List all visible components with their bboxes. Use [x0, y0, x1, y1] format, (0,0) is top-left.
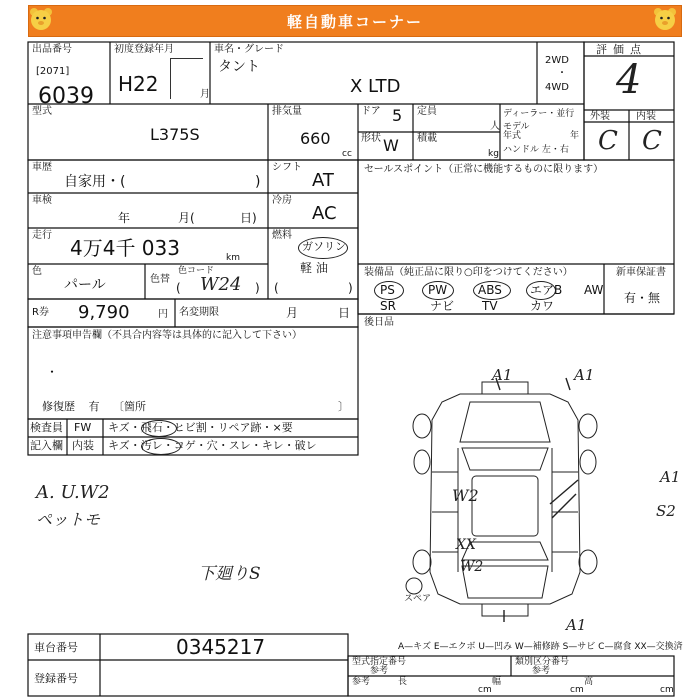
history-value: 自家用・(: [64, 174, 126, 190]
mileage-label: 走行: [32, 230, 52, 241]
interior-items-label: 内装: [72, 439, 94, 452]
doors-value: 5: [392, 106, 403, 125]
dealer-year-label: 年式: [503, 131, 522, 141]
mark-xx: XX: [456, 537, 476, 553]
history-label: 車歴: [32, 162, 52, 173]
spare-label: スペア: [404, 594, 432, 604]
notes-dot: ・: [46, 365, 59, 379]
abs-circle-mark: [473, 281, 511, 300]
chassis-value: 0345217: [176, 635, 266, 659]
fuel-paren-close: ): [348, 281, 353, 295]
mark-a1-right: A1: [660, 468, 681, 486]
equipment-sr: SR: [380, 299, 396, 313]
registration-month-box: [170, 58, 203, 99]
handwritten-note-2: ペットモ: [36, 510, 101, 529]
equipment-airbag: エアB: [530, 283, 563, 297]
car-damage-diagram: [400, 372, 610, 628]
inspection-label: 車検: [32, 195, 52, 206]
dims-height-unit: cm: [660, 685, 674, 695]
ext-circle-mark: [141, 420, 177, 437]
reg-number-label: 登録番号: [34, 672, 78, 685]
color-label: 色: [32, 266, 42, 277]
type-cert-label: 型式指定番号: [352, 657, 407, 667]
dealer-model-label: モデル: [503, 122, 530, 132]
after-market-label: 後日品: [364, 317, 394, 328]
mark-a1-rear: A1: [566, 616, 587, 634]
color-code-label: 色コード: [178, 266, 215, 276]
equipment-tv: TV: [482, 299, 498, 313]
airbag-circle-mark: [526, 281, 556, 300]
name-change-month: 月: [286, 306, 299, 320]
recycle-value: 9,790: [78, 302, 130, 323]
lot-number: 6039: [38, 84, 94, 109]
dealer-year-unit: 年: [570, 131, 580, 141]
fuel-gas-circle: [298, 237, 348, 259]
fuel-diesel: 軽 油: [300, 261, 328, 275]
displacement-unit: cc: [342, 149, 352, 159]
color-paren-open: (: [176, 281, 181, 295]
class-num-sub: 参考: [532, 666, 551, 676]
exterior-label: 外装: [590, 111, 610, 122]
dims-length-label: 長: [398, 677, 408, 687]
equipment-pw: PW: [428, 283, 448, 297]
repair-history: 修復歴 有 〔箇所: [42, 400, 146, 413]
int-circle-mark: [141, 438, 181, 455]
model-value: L375S: [150, 125, 200, 144]
lot-label: 出品番号: [32, 44, 72, 55]
color-code: W24: [200, 274, 242, 295]
warranty-value: 有・無: [624, 291, 661, 305]
drive-4wd: 4WD: [545, 82, 569, 93]
car-name: タント: [218, 59, 260, 75]
shift-label: シフト: [272, 162, 302, 173]
dims-height-label: 高: [584, 677, 594, 687]
capacity-unit: 人: [490, 121, 500, 132]
displacement-label: 排気量: [272, 106, 302, 117]
doors-label: ドア: [361, 106, 381, 117]
mark-a1-front-right: A1: [574, 366, 595, 384]
dims-length-unit: cm: [478, 685, 492, 695]
interior-items: キズ・汚レ・コゲ・穴・スレ・キレ・破レ: [108, 439, 317, 452]
color-value: パール: [64, 277, 106, 293]
handwritten-note-1: A. U.W2: [36, 482, 110, 503]
fuel-paren-open: (: [274, 281, 279, 295]
header-title: 軽自動車コーナー: [286, 13, 423, 31]
equipment-ps: PS: [380, 283, 395, 297]
exterior-score: C: [598, 126, 618, 156]
inspection-day: 日): [240, 211, 257, 225]
diagram-legend: A—キズ E—エクボ U—凹み W—補修跡 S—サビ C—腐食 XX—交換済: [398, 642, 683, 652]
fuel-label: 燃料: [272, 230, 292, 241]
interior-label: 内装: [636, 111, 656, 122]
recycle-label: R券: [32, 307, 49, 318]
color-change-label: 色替: [150, 274, 170, 285]
dims-sub: 参考: [352, 677, 371, 687]
interior-score: C: [642, 126, 662, 156]
mileage-unit: km: [226, 253, 240, 263]
fuel-gas: ガソリン: [302, 240, 346, 253]
car-label: 車名・グレード: [214, 44, 284, 55]
inspector-label: 検査員: [30, 421, 63, 434]
load-unit: kg: [488, 149, 499, 159]
score-value: 4: [616, 57, 642, 103]
inspector-fw: FW: [74, 421, 92, 434]
dealer-label: ディーラー・並行: [503, 109, 575, 119]
inspector-ext-items: キズ・飛石・ヒビ割・リペア跡・×要: [108, 421, 293, 434]
warranty-label: 新車保証書: [616, 267, 666, 278]
score-label: 評価点: [596, 43, 647, 56]
chassis-label: 車台番号: [34, 641, 78, 654]
equipment-abs: ABS: [478, 283, 502, 297]
registration-year: H22: [118, 72, 159, 96]
body-shape-label: 形状: [361, 133, 381, 144]
sales-point-label: セールスポイント（正常に機能するものに限ります）: [364, 164, 604, 175]
load-label: 積載: [417, 133, 437, 144]
car-grade: X LTD: [350, 76, 401, 97]
color-paren-close: ): [255, 281, 260, 295]
record-label: 記入欄: [30, 439, 63, 452]
equipment-label: 装備品（純正品に限り○印をつけてください）: [364, 267, 573, 278]
history-close: ): [255, 174, 261, 190]
registration-month-unit: 月: [200, 89, 210, 100]
mark-w2-lower: W2: [460, 559, 484, 575]
dims-width-label: 幅: [492, 677, 502, 687]
inspection-year: 年: [118, 211, 131, 225]
mileage-value: 4万4千 033: [70, 236, 180, 260]
model-label: 型式: [32, 106, 52, 117]
class-num-label: 類別区分番号: [515, 657, 570, 667]
dims-width-unit: cm: [570, 685, 584, 695]
repair-history-close: 〕: [338, 400, 349, 413]
equipment-leather: カワ: [530, 299, 555, 313]
pw-circle-mark: [422, 281, 454, 300]
mark-s2-right: S2: [656, 502, 676, 520]
handwritten-note-3: 下廻りS: [198, 564, 261, 584]
capacity-label: 定員: [417, 106, 437, 117]
mark-a1-front-left: A1: [492, 366, 513, 384]
registration-label: 初度登録年月: [114, 44, 174, 55]
recycle-unit: 円: [158, 309, 168, 320]
ac-label: 冷房: [272, 195, 292, 206]
body-shape-value: W: [383, 136, 399, 155]
ac-value: AC: [312, 203, 337, 224]
shift-value: AT: [312, 170, 334, 191]
notes-label: 注意事項申告欄（不具合内容等は具体的に記入して下さい）: [32, 330, 302, 341]
name-change-label: 名変期限: [179, 307, 219, 318]
drive-2wd: 2WD: [545, 55, 569, 66]
displacement-value: 660: [300, 129, 331, 148]
type-cert-sub: 参考: [370, 666, 389, 676]
drive-dot: ・: [557, 68, 567, 79]
mark-w2-left: W2: [452, 486, 479, 505]
lot-sub: [2071]: [36, 66, 70, 77]
ps-circle-mark: [374, 281, 404, 300]
equipment-aw: AW: [584, 283, 604, 297]
name-change-day: 日: [338, 306, 351, 320]
dealer-handle: ハンドル 左・右: [503, 145, 569, 155]
inspection-month: 月(: [178, 211, 195, 225]
equipment-navi: ナビ: [430, 299, 455, 313]
